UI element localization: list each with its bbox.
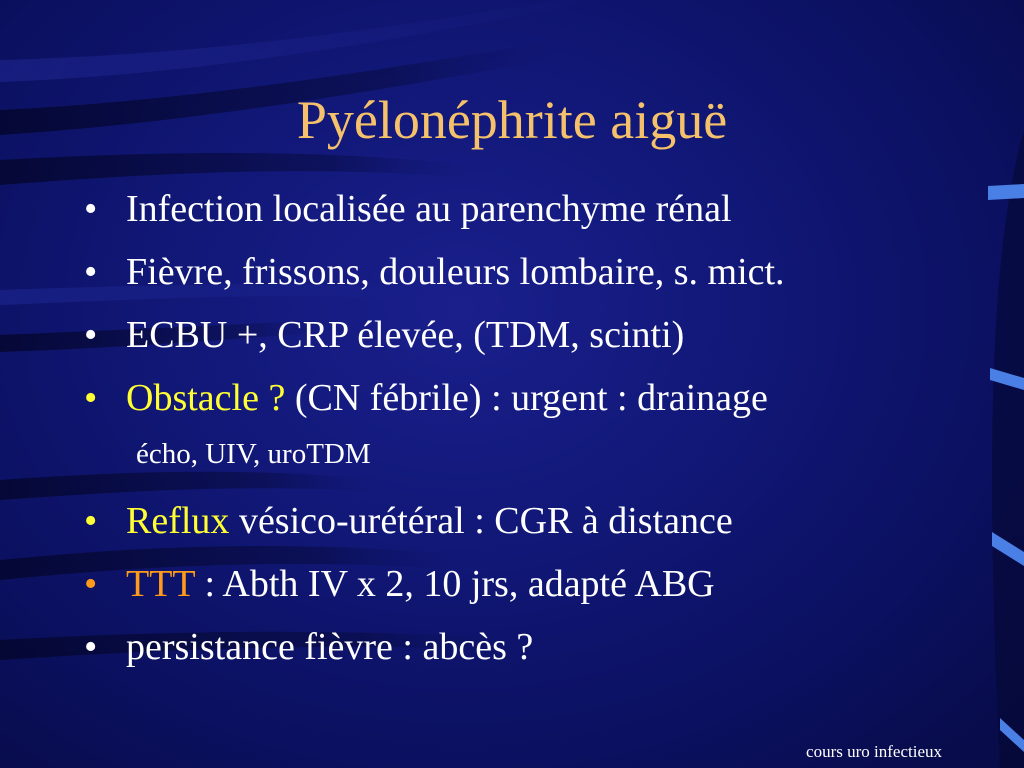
footer-text: cours uro infectieux [806,742,942,761]
bullet-text: Infection localisée au parenchyme rénal [126,188,732,230]
highlight-ttt: TTT [126,563,195,605]
sub-item: écho, UIV, uroTDM [136,438,371,470]
bullet-text [126,560,715,608]
bullet-text: ECBU +, CRP élevée, (TDM, scinti) [126,314,685,356]
bullet-text [126,374,768,422]
bullet-rest: vésico-urétéral : CGR à distance [229,500,733,542]
bullet-text: persistance fièvre : abcès ? [126,626,534,668]
bullet-dot: • [84,377,98,419]
bullet-text [126,497,733,545]
slide-title: Pyélonéphrite aiguë [296,90,728,150]
highlight-reflux: Reflux [126,500,230,542]
right-dark-shadow [992,130,1024,768]
bullet-dot: • [84,500,98,542]
dark-streak-2 [0,153,470,185]
bullet-item [84,374,984,437]
blue-accent-1 [988,184,1024,200]
bullet-dot: • [84,314,98,356]
bullet-item [84,623,984,686]
bullet-dot: • [84,626,98,668]
bullet-dot: • [84,563,98,605]
bullet-rest: : Abth IV x 2, 10 jrs, adapté ABG [194,563,715,605]
bullet-item [84,497,984,560]
highlight-obstacle: Obstacle ? [126,377,286,419]
bullet-list [84,185,984,686]
bullet-item [84,185,984,248]
light-streak-1 [0,0,600,82]
bullet-rest: (CN fébrile) : urgent : drainage [285,377,768,419]
bullet-dot: • [84,251,98,293]
bullet-item [84,248,984,311]
bullet-text: Fièvre, frissons, douleurs lombaire, s. mict. [126,251,785,293]
bullet-item [84,311,984,374]
bullet-dot: • [84,188,98,230]
bullet-item [84,560,984,623]
